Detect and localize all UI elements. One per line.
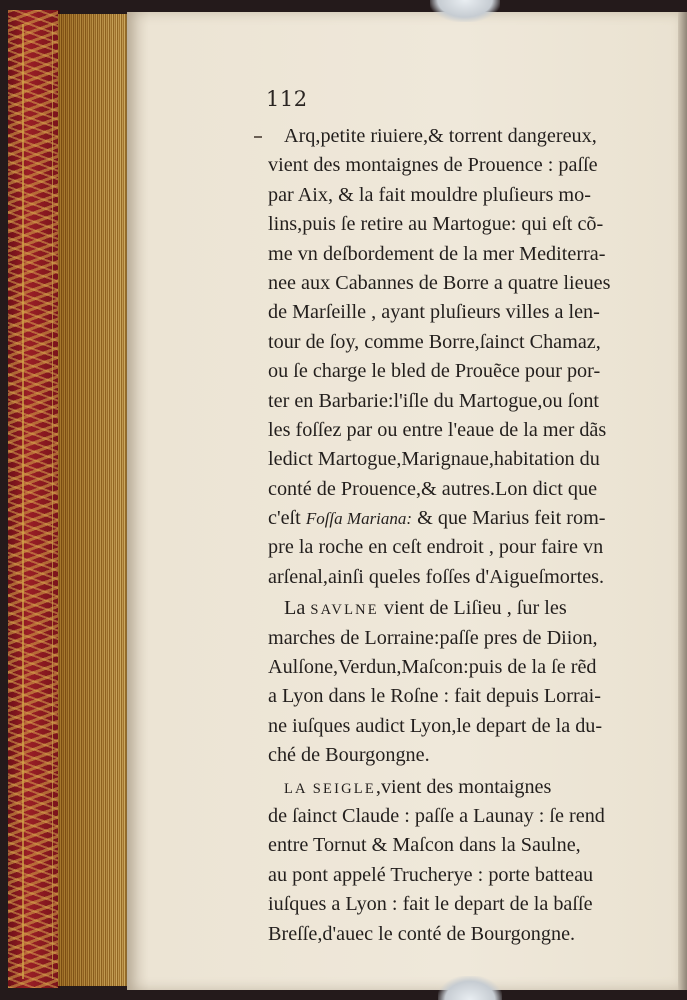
small-caps-river-name: SAVLNE [310, 602, 379, 619]
text-line: ou ſe charge le bled de Prouẽce pour por- [268, 360, 601, 383]
text-line: pre la roche en ceſt endroit , pour faire vn [268, 536, 604, 559]
text-line: a Lyon dans le Roſne : fait depuis Lorrai- [268, 685, 602, 708]
text-line: La SAVLNE vient de Liſieu , ſur les [284, 597, 567, 620]
bottom-page-clip [438, 976, 502, 1000]
text-line: marches de Lorraine:paſſe pres de Diion, [268, 626, 598, 649]
gilded-binding-edge [8, 10, 60, 988]
text-line: au pont appelé Trucherye : porte batteau [268, 863, 594, 886]
text-line: Arq,petite riuiere,& torrent dangereux, [284, 125, 597, 147]
text-line: me vn deſbordement de la mer Mediterra- [268, 242, 606, 265]
text-line: ne iuſques audict Lyon,le depart de la du- [268, 714, 603, 737]
text-line: iuſques a Lyon : fait le depart de la baſſe [268, 893, 593, 916]
page-right-edge [678, 12, 687, 990]
text-line: de Marſeille , ayant pluſieurs villes a len- [268, 301, 600, 324]
binding-border-ornament [22, 24, 53, 979]
text-line: c'eſt Foſſa Mariana: & que Marius feit rom- [268, 507, 606, 530]
text-line: les foſſez par ou entre l'eaue de la mer dãs [268, 418, 607, 441]
page-text [268, 122, 660, 949]
text-line: conté de Prouence,& autres.Lon dict que [268, 477, 598, 500]
text-line: ché de Bourgongne. [268, 744, 430, 767]
text-line: LA SEIGLE,vient des montaignes [284, 775, 552, 798]
text-line: entre Tornut & Maſcon dans la Saulne, [268, 834, 581, 857]
text-line: Breſſe,d'auec le conté de Bourgongne. [268, 922, 576, 945]
text-line: ledict Martogue,Marignaue,habitation du [268, 448, 600, 471]
small-caps-river-name: LA SEIGLE [284, 780, 376, 797]
text-line: lins,puis ſe retire au Martogue: qui eſt cõ- [268, 213, 604, 236]
text-line: tour de ſoy, comme Borre,ſainct Chamaz, [268, 330, 601, 353]
italic-term: Foſſa Mariana: [305, 509, 413, 529]
text-line: Aulſone,Verdun,Maſcon:puis de la ſe rẽd [268, 656, 597, 679]
text-line: vient des montaignes de Prouence : paſſe [268, 154, 598, 177]
text-line: ter en Barbarie:l'iſle du Martogue,ou ſont [268, 389, 600, 412]
top-page-clip [430, 0, 500, 22]
margin-mark [254, 136, 262, 138]
text-line: nee aux Cabannes de Borre a quatre lieues [268, 271, 611, 294]
text-line: arſenal,ainſi queles foſſes d'Aigueſmortes. [268, 565, 605, 588]
page-number: 112 [266, 87, 308, 111]
page-block-edges [58, 14, 127, 986]
text-line: de ſainct Claude : paſſe a Launay : ſe rend [268, 804, 605, 827]
text-line: par Aix, & la fait mouldre pluſieurs mo- [268, 183, 591, 206]
